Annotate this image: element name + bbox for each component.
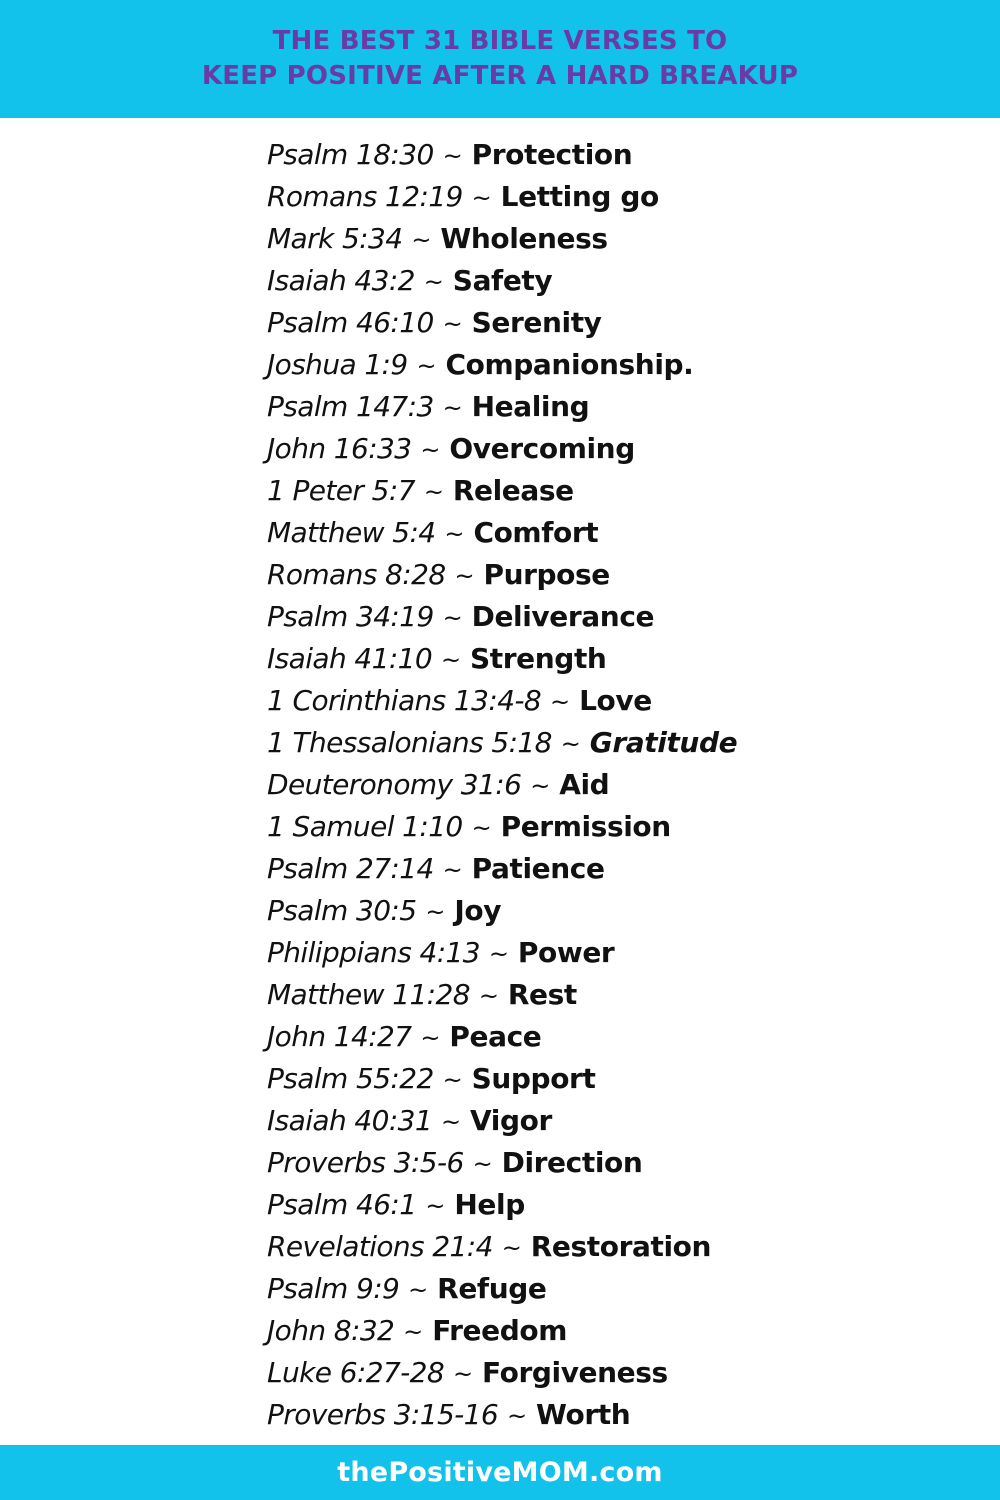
verse-row	[267, 638, 737, 680]
tilde-separator: ~	[442, 604, 463, 632]
tilde-separator: ~	[442, 1066, 463, 1094]
tilde-separator: ~	[411, 226, 432, 254]
verse-theme: Love	[579, 684, 652, 717]
verse-theme: Companionship.	[445, 348, 694, 381]
verse-row	[267, 176, 737, 218]
verse-theme: Freedom	[432, 1314, 567, 1347]
tilde-separator: ~	[560, 730, 581, 758]
title-line-1: THE BEST 31 BIBLE VERSES TO	[272, 26, 728, 56]
verse-reference: Isaiah 40:31	[267, 1104, 433, 1137]
verse-theme: Purpose	[483, 558, 610, 591]
verse-reference: Proverbs 3:15-16	[267, 1398, 499, 1431]
verse-theme: Permission	[500, 810, 671, 843]
verse-row	[267, 260, 737, 302]
verse-row	[267, 932, 737, 974]
verse-theme: Refuge	[437, 1272, 547, 1305]
verse-reference: Psalm 147:3	[267, 390, 434, 423]
site-name: thePositiveMOM.com	[337, 1457, 663, 1488]
verse-reference: Romans 8:28	[267, 558, 446, 591]
verse-row	[267, 1184, 737, 1226]
verse-reference: Psalm 30:5	[267, 894, 417, 927]
verse-reference: Psalm 27:14	[267, 852, 434, 885]
verse-reference: 1 Samuel 1:10	[267, 810, 463, 843]
tilde-separator: ~	[441, 1108, 462, 1136]
verse-theme: Healing	[471, 390, 590, 423]
verse-row	[267, 1142, 737, 1184]
verse-reference: Deuteronomy 31:6	[267, 768, 522, 801]
verse-row	[267, 1394, 737, 1436]
verse-reference: Psalm 46:1	[267, 1188, 417, 1221]
verse-row	[267, 302, 737, 344]
verse-reference: Joshua 1:9	[267, 348, 408, 381]
tilde-separator: ~	[444, 520, 465, 548]
verse-row	[267, 890, 737, 932]
verse-row	[267, 386, 737, 428]
verse-theme: Forgiveness	[482, 1356, 668, 1389]
verse-reference: Matthew 5:4	[267, 516, 436, 549]
verse-theme: Overcoming	[449, 432, 635, 465]
verse-reference: 1 Corinthians 13:4-8	[267, 684, 542, 717]
verse-theme: Release	[452, 474, 574, 507]
verse-theme: Restoration	[530, 1230, 712, 1263]
tilde-separator: ~	[530, 772, 551, 800]
verse-theme: Wholeness	[440, 222, 608, 255]
tilde-separator: ~	[442, 394, 463, 422]
tilde-separator: ~	[442, 142, 463, 170]
verse-row	[267, 1268, 737, 1310]
verse-reference: 1 Peter 5:7	[267, 474, 415, 507]
tilde-separator: ~	[416, 352, 437, 380]
tilde-separator: ~	[442, 856, 463, 884]
verse-reference: Proverbs 3:5-6	[267, 1146, 464, 1179]
tilde-separator: ~	[425, 898, 446, 926]
verse-theme: Joy	[454, 894, 502, 927]
verse-reference: John 16:33	[267, 432, 412, 465]
verse-theme: Patience	[471, 852, 605, 885]
tilde-separator: ~	[423, 268, 444, 296]
verse-theme: Strength	[470, 642, 607, 675]
verse-theme: Protection	[471, 138, 633, 171]
verse-theme: Rest	[507, 978, 577, 1011]
verse-reference: Psalm 9:9	[267, 1272, 400, 1305]
verse-reference: Matthew 11:28	[267, 978, 470, 1011]
tilde-separator: ~	[550, 688, 571, 716]
verse-row	[267, 806, 737, 848]
verse-reference: 1 Thessalonians 5:18	[267, 726, 552, 759]
verse-row	[267, 512, 737, 554]
verse-row	[267, 428, 737, 470]
tilde-separator: ~	[471, 814, 492, 842]
verse-reference: Revelations 21:4	[267, 1230, 493, 1263]
verse-theme: Vigor	[470, 1104, 552, 1137]
verse-reference: Psalm 46:10	[267, 306, 434, 339]
verse-row	[267, 218, 737, 260]
verse-row	[267, 596, 737, 638]
verse-reference: Romans 12:19	[267, 180, 463, 213]
verse-reference: Psalm 18:30	[267, 138, 434, 171]
tilde-separator: ~	[442, 310, 463, 338]
verse-reference: Luke 6:27-28	[267, 1356, 445, 1389]
verse-reference: Philippians 4:13	[267, 936, 480, 969]
verse-row	[267, 1310, 737, 1352]
verse-reference: John 14:27	[267, 1020, 412, 1053]
verse-theme: Letting go	[500, 180, 659, 213]
footer-banner	[0, 1445, 1000, 1500]
tilde-separator: ~	[403, 1318, 424, 1346]
verse-reference: Psalm 55:22	[267, 1062, 434, 1095]
tilde-separator: ~	[423, 478, 444, 506]
verse-row	[267, 1226, 737, 1268]
verse-row	[267, 974, 737, 1016]
verse-reference: Isaiah 41:10	[267, 642, 433, 675]
verse-reference: Isaiah 43:2	[267, 264, 415, 297]
tilde-separator: ~	[507, 1402, 528, 1430]
tilde-separator: ~	[471, 184, 492, 212]
verse-theme: Safety	[452, 264, 553, 297]
verse-theme: Direction	[501, 1146, 643, 1179]
verse-theme: Support	[471, 1062, 596, 1095]
verse-theme: Serenity	[471, 306, 602, 339]
tilde-separator: ~	[453, 1360, 474, 1388]
verse-theme: Comfort	[473, 516, 599, 549]
title-line-2: KEEP POSITIVE AFTER A HARD BREAKUP	[201, 61, 799, 91]
verse-theme: Gratitude	[589, 726, 738, 759]
tilde-separator: ~	[501, 1234, 522, 1262]
verse-row	[267, 1016, 737, 1058]
verse-row	[267, 134, 737, 176]
verse-row	[267, 470, 737, 512]
verse-row	[267, 680, 737, 722]
verse-row	[267, 554, 737, 596]
tilde-separator: ~	[488, 940, 509, 968]
verse-reference: Psalm 34:19	[267, 600, 434, 633]
tilde-separator: ~	[408, 1276, 429, 1304]
verse-theme: Help	[454, 1188, 525, 1221]
verse-reference: Mark 5:34	[267, 222, 403, 255]
verse-theme: Aid	[559, 768, 610, 801]
verse-theme: Deliverance	[471, 600, 655, 633]
verse-theme: Peace	[449, 1020, 542, 1053]
verse-theme: Worth	[536, 1398, 631, 1431]
verse-row	[267, 848, 737, 890]
verse-row	[267, 722, 737, 764]
header-banner	[0, 0, 1000, 118]
verse-theme: Power	[517, 936, 615, 969]
tilde-separator: ~	[420, 1024, 441, 1052]
verse-row	[267, 1100, 737, 1142]
verse-row	[267, 1352, 737, 1394]
tilde-separator: ~	[420, 436, 441, 464]
tilde-separator: ~	[425, 1192, 446, 1220]
verse-row	[267, 1058, 737, 1100]
tilde-separator: ~	[478, 982, 499, 1010]
verse-row	[267, 764, 737, 806]
tilde-separator: ~	[472, 1150, 493, 1178]
tilde-separator: ~	[454, 562, 475, 590]
verse-list	[267, 134, 737, 1436]
tilde-separator: ~	[441, 646, 462, 674]
verse-row	[267, 344, 737, 386]
verse-reference: John 8:32	[267, 1314, 395, 1347]
